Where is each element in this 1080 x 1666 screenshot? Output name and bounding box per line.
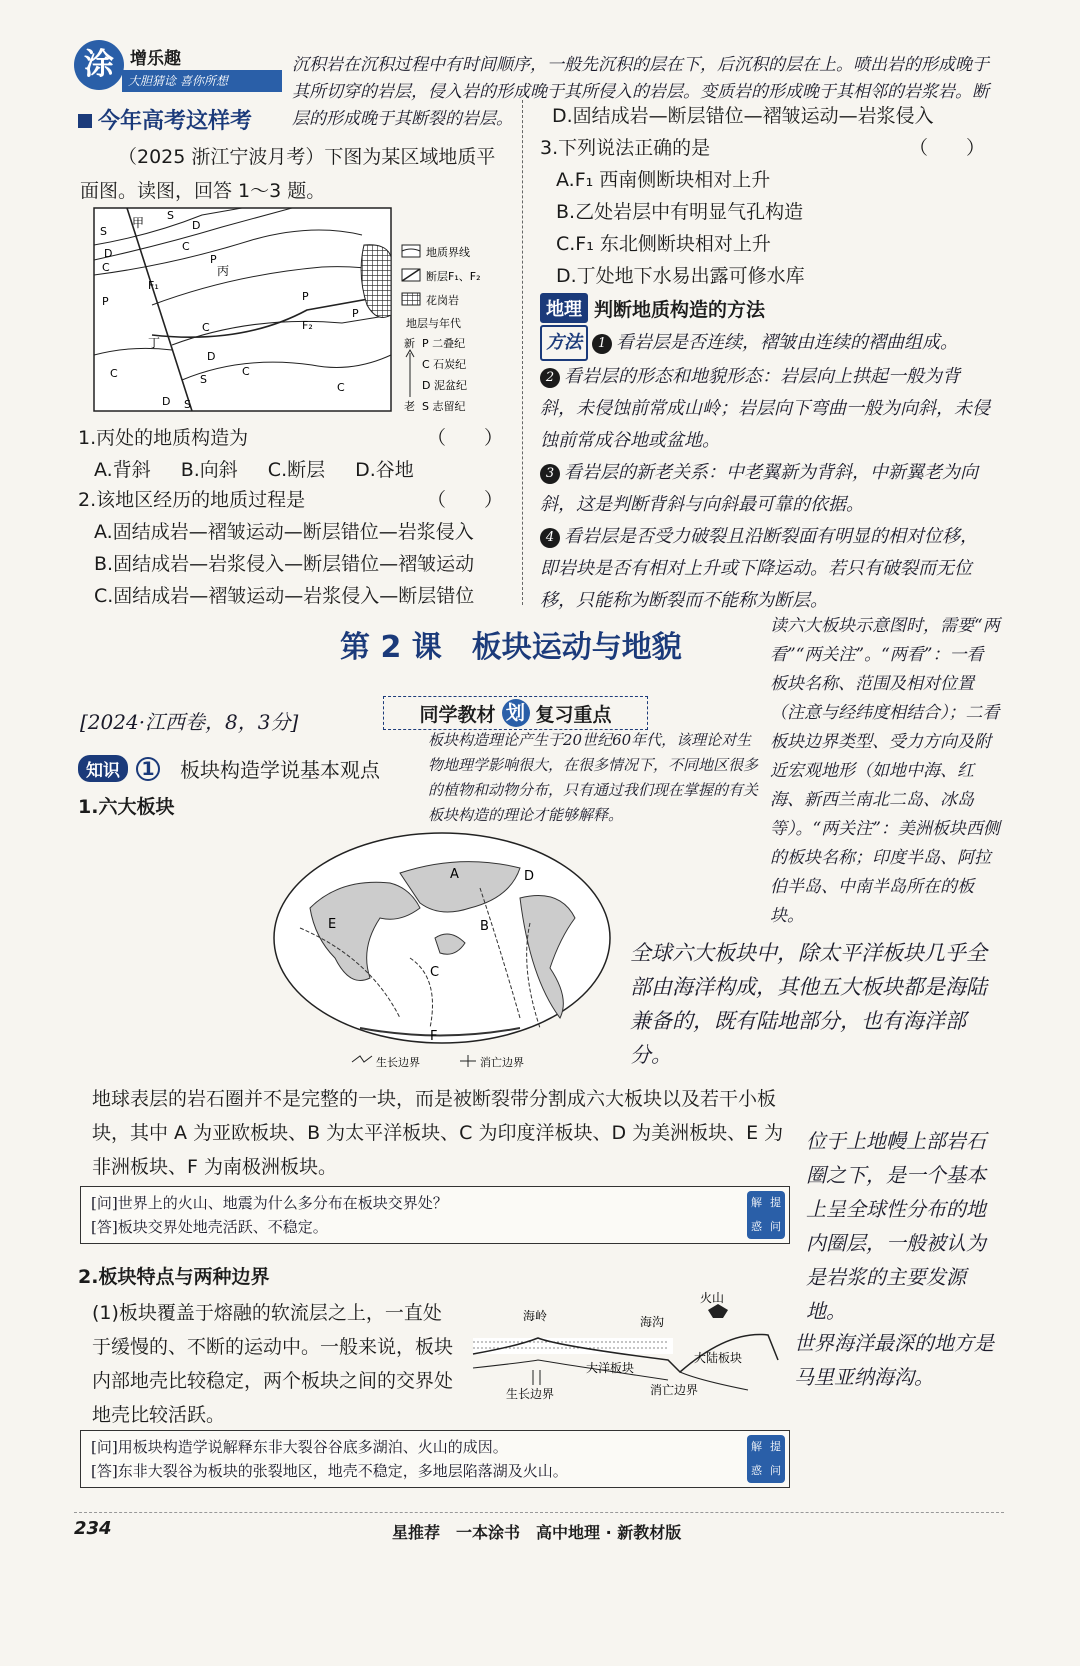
q3-option-b[interactable]: B.乙处岩层中有明显气孔构造 [556, 201, 804, 223]
knowledge-header: 知识 1 板块构造学说基本观点 [78, 754, 380, 783]
section-title: 今年高考这样考 [78, 104, 252, 135]
review-banner: 同学教材 划 复习重点 [383, 696, 648, 730]
map-label-jia: 甲 [132, 216, 145, 230]
map-label-d3: D [207, 350, 216, 363]
method-title: 判断地质构造的方法 [594, 298, 766, 321]
geology-map [92, 205, 502, 415]
diagram-label-growth: 生长边界 [506, 1387, 555, 1401]
legend-subduction-boundary: 消亡边界 [480, 1056, 524, 1069]
legend-granite: 花岗岩 [426, 294, 459, 307]
legend-fault: 断层F₁、F₂ [426, 270, 481, 283]
map-label-s3: S [200, 373, 207, 386]
question-3: 3.下列说法正确的是 （ ） A.F₁ 西南侧断块相对上升 B.乙处岩层中有明显气孔构造 C.F₁ 东北侧断块相对上升 D.丁处地下水易出露可修水库 [540, 132, 985, 292]
q3-option-c[interactable]: C.F₁ 东北侧断块相对上升 [556, 233, 771, 255]
diagram-label-subduction: 消亡边界 [650, 1383, 699, 1397]
method-box [540, 293, 990, 617]
method-tag-2: 方法 [540, 325, 588, 361]
legend-era-c: C 石炭纪 [422, 358, 467, 371]
question-2: 2.该地区经历的地质过程是 （ ） A.固结成岩—褶皱运动—断层错位—岩浆侵入 B.固结成岩—岩浆侵入—断层错位—褶皱运动 C.固结成岩—褶皱运动—岩浆侵入—断层错位 [78, 484, 503, 612]
map-label-d2: D [104, 247, 113, 260]
footer-rule [74, 1512, 1004, 1513]
lesson-title: 第 2 课 板块运动与地貌 [340, 630, 682, 665]
legend-era-s: S 志留纪 [422, 400, 466, 413]
paragraph-1: 地球表层的岩石圈并不是完整的一块，而是被断裂带分割成六大板块以及若干小板块，其中 A 为亚欧板块、B 为太平洋板块、C 为印度洋板块、D 为美洲板块、E 为非洲板块、F 为南极洲板块。 [92, 1088, 784, 1178]
q2-option-a[interactable]: A.固结成岩—褶皱运动—断层错位—岩浆侵入 [94, 521, 474, 543]
method-item-4: 4 看岩层是否受力破裂且沿断裂面有明显的相对位移，即岩块是否有相对上升或下降运动。若只有破裂而无位移，只能称为断裂而不能称为断层。 [540, 526, 978, 611]
paragraph-2: (1)板块覆盖于熔融的软流层之上，一直处于缓慢的、不断的运动中。一般来说，板块内部地壳比较稳定，两个板块之间的交界处地壳比较活跃。 [92, 1302, 454, 1426]
diagram-label-trench: 海沟 [640, 1315, 665, 1329]
method-tag-1: 地理 [540, 293, 588, 323]
q2-option-d[interactable]: D.固结成岩—断层错位—褶皱运动—岩浆侵入 [552, 105, 934, 127]
method-item-1: 1 看岩层是否连续，褶皱由连续的褶曲组成。 [592, 327, 958, 359]
map-label-c1: C [102, 261, 110, 274]
map-label-p2: P [102, 295, 109, 308]
plate-label-a: A [450, 867, 459, 882]
column-divider [522, 100, 523, 605]
legend-era-title: 地层与年代 [406, 317, 461, 330]
q1-option-a[interactable]: A.背斜 [94, 459, 151, 481]
sub-heading-2: 2.板块特点与两种边界 [78, 1266, 270, 1288]
qa1-side-badge: 解 提 惑 问 [747, 1191, 785, 1239]
diagram-label-ridge: 海岭 [523, 1309, 548, 1323]
q2-option-b[interactable]: B.固结成岩—岩浆侵入—断层错位—褶皱运动 [94, 553, 475, 575]
qa1-answer: [答]板块交界处地壳活跃、不稳定。 [91, 1218, 328, 1236]
q3-option-a[interactable]: A.F₁ 西南侧断块相对上升 [556, 169, 771, 191]
map-label-c2: C [182, 240, 190, 253]
legend-old: 老 [404, 400, 415, 413]
brand-slogan: 大胆猜谂 喜你所想 [122, 70, 282, 92]
world-plate-map-svg [270, 828, 615, 1073]
map-label-c6: C [242, 365, 250, 378]
plate-label-f: F [430, 1029, 438, 1044]
plate-label-d: D [524, 869, 535, 884]
qa2-answer: [答]东非大裂谷为板块的张裂地区，地壳不稳定，多地层陷落湖及火山。 [91, 1462, 568, 1480]
legend-boundary: 地质界线 [426, 246, 470, 259]
map-label-s1: S [167, 209, 174, 222]
diagram-label-oceanic: 大洋板块 [586, 1361, 635, 1375]
diagram-label-volcano: 火山 [700, 1291, 725, 1305]
world-plate-map [270, 828, 615, 1073]
legend-era-d: D 泥盆纪 [422, 379, 467, 392]
qa-box-1 [80, 1186, 790, 1244]
geology-map-svg [92, 205, 502, 415]
plate-label-c: C [430, 965, 440, 980]
q1-option-b[interactable]: B.向斜 [180, 459, 238, 481]
handnote-trench: 世界海洋最深的地方是马里亚纳海沟。 [794, 1331, 994, 1389]
map-label-ding: 丁 [148, 336, 161, 350]
legend-new: 新 [404, 337, 415, 350]
sub-heading-1: 1.六大板块 [78, 796, 175, 818]
map-label-s4: S [184, 398, 191, 411]
handnote-right-mid: 全球六大板块中，除太平洋板块几乎全部由海洋构成，其他五大板块都是海陆兼备的，既有陆地部分，也有海洋部分。 [630, 941, 987, 1067]
map-label-s2: S [100, 225, 107, 238]
method-item-3: 3 看岩层的新老关系：中老翼新为背斜，中新翼老为向斜，这是判断背斜与向斜最可靠的依据。 [540, 462, 978, 515]
brand-logo: 涂 [74, 40, 124, 90]
legend-growth-boundary: 生长边界 [376, 1056, 420, 1069]
question-1: 1.丙处的地质构造为 （ ） A.背斜 B.向斜 C.断层 D.谷地 [78, 422, 503, 486]
brand-name: 增乐趣 [130, 49, 181, 69]
map-label-p1: P [210, 253, 217, 266]
map-label-d4: D [162, 395, 171, 408]
qa1-question: [问]世界上的火山、地震为什么多分布在板块交界处？ [91, 1194, 448, 1212]
exam-tag: [2024·江西卷，8，3分] [80, 710, 299, 734]
plate-boundary-diagram [468, 1290, 788, 1410]
plate-label-b: B [480, 919, 489, 934]
q1-option-c[interactable]: C.断层 [267, 459, 326, 481]
handnote-right-top: 读六大板块示意图时，需要“两看”“两关注”。“两看”：一看板块名称、范围及相对位置（注意与经纬度相结合）；二看板块边界类型、受力方向及附近宏观地形（如地中海、红海、新西兰南北二岛、冰岛等）。“两关注”：美洲板块西侧的板块名称；印度半岛、阿拉伯半岛、中南半岛所在的板块。 [770, 616, 1000, 926]
q1-option-d[interactable]: D.谷地 [355, 459, 414, 481]
handnote-mid: 板块构造理论产生于20世纪60年代，该理论对生物地理学影响很大，在很多情况下，不同地区很多的植物和动物分布，只有通过我们现在掌握的有关板块构造的理论才能够解释。 [428, 731, 759, 824]
plate-boundary-svg [468, 1290, 788, 1410]
plate-label-e: E [328, 917, 337, 932]
map-label-c4: C [110, 367, 118, 380]
handnote-top: 沉积岩在沉积过程中有时间顺序，一般先沉积的层在下，后沉积的层在上。喷出岩的形成晚于其所切穿的岩层，侵入岩的形成晚于其所侵入的岩层。变质岩的形成晚于其相邻的岩浆岩。断层的形成晚于其断裂的岩层。 [292, 55, 989, 129]
map-label-f2: F₂ [302, 319, 313, 332]
footer-text: 星推荐 一本涂书 高中地理 · 新教材版 [392, 1523, 682, 1542]
handnote-right-low: 位于上地幔上部岩石圈之下，是一个基本上呈全球性分布的地内圈层，一般被认为是岩浆的主要发源地。 [806, 1129, 986, 1323]
map-label-c5: C [337, 381, 345, 394]
qa2-side-badge: 解 提 惑 问 [747, 1435, 785, 1483]
page-number: 234 [74, 1518, 112, 1539]
q3-option-d[interactable]: D.丁处地下水易出露可修水库 [556, 265, 805, 287]
q2-option-c[interactable]: C.固结成岩—褶皱运动—岩浆侵入—断层错位 [94, 585, 475, 607]
legend-era-p: P 二叠纪 [422, 337, 466, 350]
method-item-2: 2 看岩层的形态和地貌形态：岩层向上拱起一般为背斜，未侵蚀前常成山岭；岩层向下弯曲一般为向斜，未侵蚀前常成谷地或盆地。 [540, 366, 990, 451]
map-label-p4: P [352, 307, 359, 320]
intro-text: （2025 浙江宁波月考）下图为某区域地质平面图。读图，回答 1～3 题。 [80, 146, 496, 202]
diagram-label-continental: 大陆板块 [694, 1351, 743, 1365]
map-label-c3: C [202, 321, 210, 334]
qa-box-2 [80, 1430, 790, 1488]
qa2-question: [问]用板块构造学说解释东非大裂谷谷底多湖泊、火山的成因。 [91, 1438, 508, 1456]
map-label-bing: 丙 [217, 264, 230, 278]
map-label-p3: P [302, 290, 309, 303]
map-label-d1: D [192, 219, 201, 232]
map-label-f1: F₁ [148, 279, 159, 292]
